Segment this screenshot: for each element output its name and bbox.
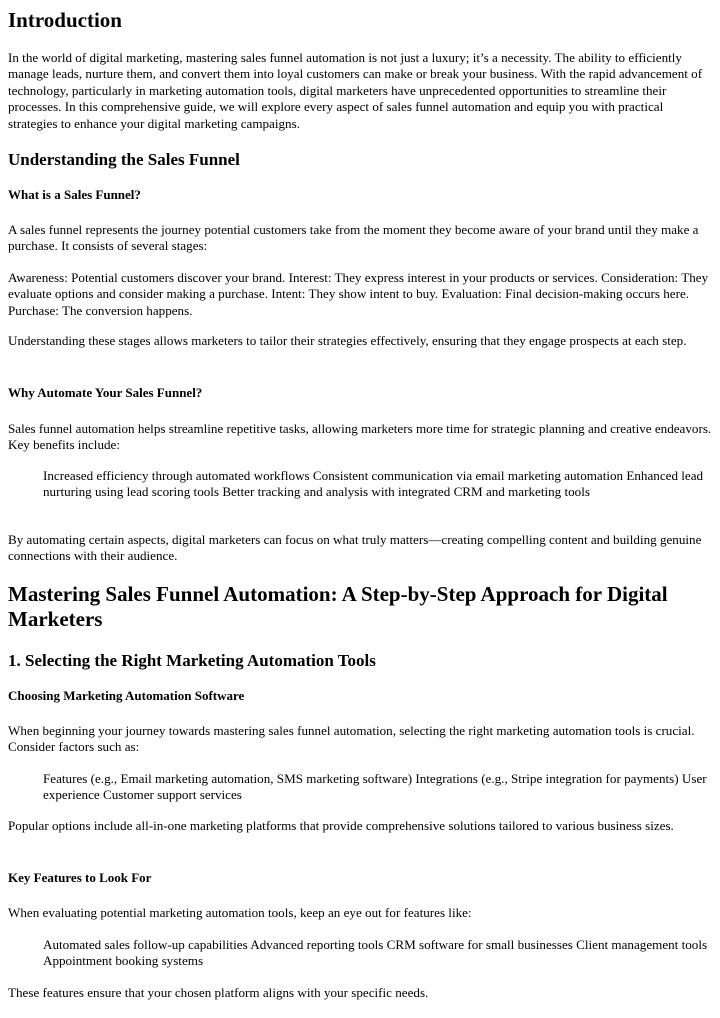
step1-heading: 1. Selecting the Right Marketing Automation Tools (8, 651, 376, 670)
list-item: Features (e.g., Email marketing automation, SMS marketing software) (43, 771, 413, 786)
understanding-closing-paragraph: Understanding these stages allows marketers to tailor their strategies effectively, ensuring that they engage prospects at each step. (8, 333, 687, 348)
list-item: Automated sales follow-up capabilities (43, 937, 248, 952)
mastering-heading: Mastering Sales Funnel Automation: A Step-by-Step Approach for Digital Marketers (8, 582, 668, 631)
why-automate-heading: Why Automate Your Sales Funnel? (8, 385, 203, 400)
choosing-software-paragraph: When beginning your journey towards mastering sales funnel automation, selecting the right marketing automation tools is crucial. Consider factors such as: (8, 723, 695, 755)
list-item: User experience (43, 771, 707, 803)
benefits-list-text (43, 468, 720, 501)
list-item: Better tracking and analysis with integrated CRM and marketing tools (222, 484, 590, 500)
factors-list (8, 771, 720, 804)
list-item: Advanced reporting tools (250, 937, 384, 952)
why-automate-paragraph: Sales funnel automation helps streamline repetitive tasks, allowing marketers more time for strategic planning and creative endeavors. Key benefits include: (8, 421, 712, 453)
choosing-software-heading: Choosing Marketing Automation Software (8, 688, 245, 703)
intro-paragraph: In the world of digital marketing, mastering sales funnel automation is not just a luxury; it’s a necessity. The ability to efficiently manage leads, nurture them, and convert them into loyal customers can make or break your business. With the rapid advancement of technology, particularly in marketing automation tools, digital marketers have unprecedented opportunities to streamline their processes. In this comprehensive guide, we will explore every aspect of sales funnel automation and equip you with practical strategies to enhance your digital marketing campaigns. (8, 50, 703, 131)
list-item: CRM software for small businesses (386, 937, 573, 952)
benefits-list (8, 468, 720, 501)
key-features-closing-paragraph: These features ensure that your chosen platform aligns with your specific needs. (8, 985, 429, 1000)
features-list (8, 937, 720, 970)
what-is-funnel-paragraph: A sales funnel represents the journey potential customers take from the moment they become aware of your brand until they make a purchase. It consists of several stages: (8, 222, 699, 254)
list-item: Consistent communication via email marketing automation (312, 468, 624, 483)
key-features-heading: Key Features to Look For (8, 870, 152, 885)
popular-options-paragraph: Popular options include all-in-one marketing platforms that provide comprehensive solutions tailored to various business sizes. (8, 818, 674, 833)
list-item: Integrations (e.g., Stripe integration for payments) (415, 771, 679, 786)
features-list-text (43, 937, 720, 970)
funnel-stages-paragraph: Awareness: Potential customers discover your brand. Interest: They express interest in your products or services. Consideration: They evaluate options and consider making a purchase. Intent: They show intent to buy. Evaluation: Final decision-making occurs here. Purchase: The conversion happens. (8, 270, 709, 318)
what-is-funnel-heading: What is a Sales Funnel? (8, 187, 141, 202)
understanding-heading: Understanding the Sales Funnel (8, 150, 240, 169)
intro-heading: Introduction (8, 8, 122, 32)
why-automate-closing-paragraph: By automating certain aspects, digital marketers can focus on what truly matters—creating compelling content and building genuine connections with their audience. (8, 532, 702, 564)
list-item: Appointment booking systems (43, 953, 204, 969)
factors-list-text (43, 771, 720, 804)
list-item: Client management tools (576, 937, 708, 952)
list-item: Enhanced lead nurturing using lead scoring tools (43, 468, 704, 500)
key-features-paragraph: When evaluating potential marketing automation tools, keep an eye out for features like: (8, 905, 472, 920)
list-item: Increased efficiency through automated workflows (43, 468, 310, 483)
list-item: Customer support services (102, 787, 242, 803)
